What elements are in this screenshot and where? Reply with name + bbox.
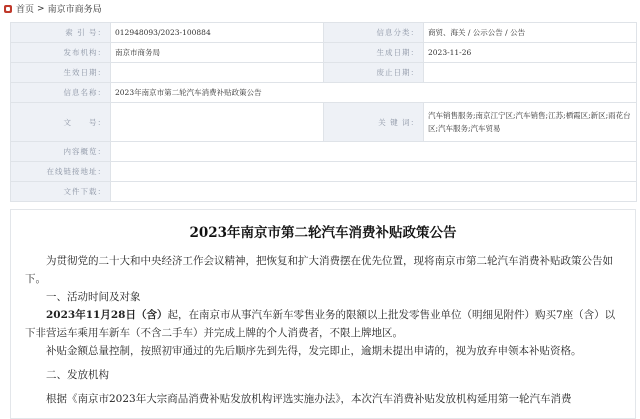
created-date-label: 生成日期：	[324, 43, 424, 63]
article-paragraph-2: 补贴金额总量控制，按照初审通过的先后顺序先到先得，发完即止，逾期未提出申请的，视为放弃申领本补贴资格。	[46, 345, 582, 357]
created-date-value: 2023-11-26	[424, 43, 637, 63]
repeal-date-value	[424, 63, 637, 83]
index-number-value: 012948093/2023-100884	[111, 23, 324, 43]
article-paragraph-1	[25, 306, 621, 342]
keywords-value: 汽车销售服务;南京江宁区;汽车销售;江苏;栖霞区;新区;雨花台区;汽车服务;汽车贸易	[424, 103, 637, 142]
publisher-label: 发布机构：	[11, 43, 111, 63]
section-heading-2: 二、发放机构	[46, 369, 109, 381]
section-heading-1: 一、活动时间及对象	[46, 291, 141, 303]
online-link-label: 在线链接地址：	[11, 162, 111, 182]
publisher-value: 南京市商务局	[111, 43, 324, 63]
article-paragraph-3: 根据《南京市2023年大宗商品消费补贴发放机构评选实施办法》，本次汽车消费补贴发放机构延用第一轮汽车消费	[46, 393, 572, 405]
document-metadata-table	[10, 22, 637, 202]
file-download-label: 文件下载：	[11, 182, 111, 202]
article-title: 2023年南京市第二轮汽车消费补贴政策公告	[189, 225, 457, 241]
effective-date-value	[111, 63, 324, 83]
effective-date-highlight: 2023年11月28日（含）	[46, 309, 168, 321]
keywords-label: 关 键 词：	[324, 103, 424, 142]
info-name-value: 2023年南京市第二轮汽车消费补贴政策公告	[111, 83, 637, 103]
breadcrumb-current-link[interactable]: 南京市商务局	[47, 5, 102, 15]
category-value: 商贸、海关 / 公示公告 / 公告	[424, 23, 637, 43]
article-body	[10, 209, 636, 419]
article-intro: 为贯彻党的二十大和中央经济工作会议精神，把恢复和扩大消费摆在优先位置，现将南京市第二轮汽车消费补贴政策公告如下。	[25, 255, 613, 285]
index-number-label: 索 引 号：	[11, 23, 111, 43]
info-name-label: 信息名称：	[11, 83, 111, 103]
online-link-value[interactable]	[111, 162, 637, 182]
document-number-label: 文 号：	[11, 103, 111, 142]
breadcrumb-home-link[interactable]: 首页	[16, 5, 35, 15]
home-icon	[4, 5, 12, 13]
breadcrumb-separator: >	[37, 3, 45, 14]
content-summary-label: 内容概览：	[11, 142, 111, 162]
document-number-value	[111, 103, 324, 142]
article-paragraph-1-text: 起，在南京市从事汽车新车零售业务的限额以上批发零售业单位（明细见附件）购买7座（含）以下非营运车乘用车新车（不含二手车）并完成上牌的个人消费者，不限上牌地区。	[25, 309, 616, 339]
effective-date-label: 生效日期：	[11, 63, 111, 83]
breadcrumb	[0, 0, 640, 17]
file-download-value[interactable]	[111, 182, 637, 202]
category-label: 信息分类：	[324, 23, 424, 43]
content-summary-value	[111, 142, 637, 162]
repeal-date-label: 废止日期：	[324, 63, 424, 83]
